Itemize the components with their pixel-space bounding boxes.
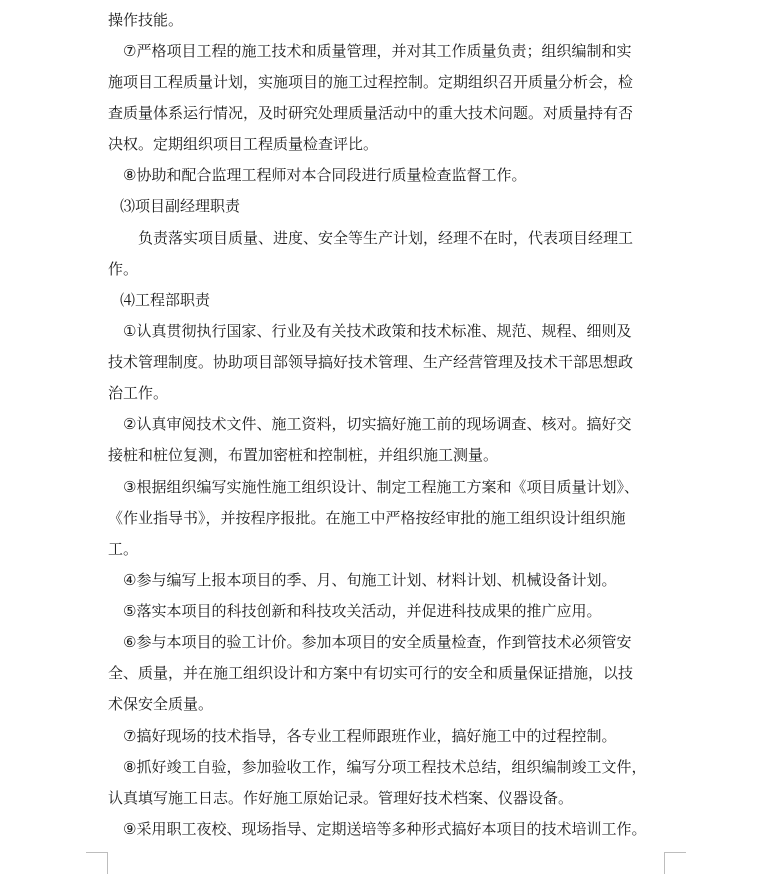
text-line: 查质量体系运行情况，及时研究处理质量活动中的重大技术问题。对质量持有否	[108, 104, 634, 122]
text-line: 施项目工程质量计划，实施项目的施工过程控制。定期组织召开质量分析会，检	[108, 73, 634, 91]
text-line: ⑨采用职工夜校、现场指导、定期送培等多种形式搞好本项目的技术培训工作。	[123, 820, 647, 838]
text-line: 接桩和桩位复测，布置加密桩和控制桩，并组织施工测量。	[108, 446, 499, 464]
text-line: 《作业指导书》，并按程序报批。在施工中严格按经审批的施工组织设计组织施	[108, 509, 626, 527]
text-line: 操作技能。	[108, 11, 184, 29]
text-line: 认真填写施工日志。作好施工原始记录。管理好技术档案、仪器设备。	[108, 789, 574, 807]
text-line: ②认真审阅技术文件、施工资料，切实搞好施工前的现场调查、核对。搞好交	[123, 415, 632, 433]
text-line: 技术管理制度。协助项目部领导搞好技术管理、生产经营管理及技术干部思想政	[108, 353, 634, 371]
section-heading: ⑷工程部职责	[120, 291, 211, 309]
text-line: ⑧抓好竣工自验，参加验收工作，编写分项工程技术总结，组织编制竣工文件，	[123, 758, 647, 776]
text-line: ①认真贯彻执行国家、行业及有关技术政策和技术标准、规范、规程、细则及	[123, 322, 632, 340]
text-line: 治工作。	[108, 384, 169, 402]
text-line: ⑦搞好现场的技术指导，各专业工程师跟班作业，搞好施工中的过程控制。	[123, 727, 617, 745]
text-line: ⑦严格项目工程的施工技术和质量管理，并对其工作质量负责；组织编制和实	[123, 42, 632, 60]
text-line: 负责落实项目质量、进度、安全等生产计划，经理不在时，代表项目经理工	[138, 229, 634, 247]
text-line: 工。	[108, 540, 139, 558]
text-line: ⑥参与本项目的验工计价。参加本项目的安全质量检查，作到管技术必须管安	[123, 633, 632, 651]
text-line: ④参与编写上报本项目的季、月、旬施工计划、材料计划、机械设备计划。	[123, 571, 617, 589]
text-line: 作。	[108, 260, 139, 278]
text-line: 全、质量，并在施工组织设计和方案中有切实可行的安全和质量保证措施，以技	[108, 664, 634, 682]
text-line: ⑧协助和配合监理工程师对本合同段进行质量检查监督工作。	[123, 166, 527, 184]
section-heading: ⑶项目副经理职责	[120, 197, 241, 215]
text-line: ⑤落实本项目的科技创新和科技攻关活动，并促进科技成果的推广应用。	[123, 602, 602, 620]
text-line: ③根据组织编写实施性施工组织设计、制定工程施工方案和《项目质量计划》、	[123, 478, 639, 496]
text-line: 决权。定期组织项目工程质量检查评比。	[108, 135, 379, 153]
text-line: 术保安全质量。	[108, 695, 214, 713]
